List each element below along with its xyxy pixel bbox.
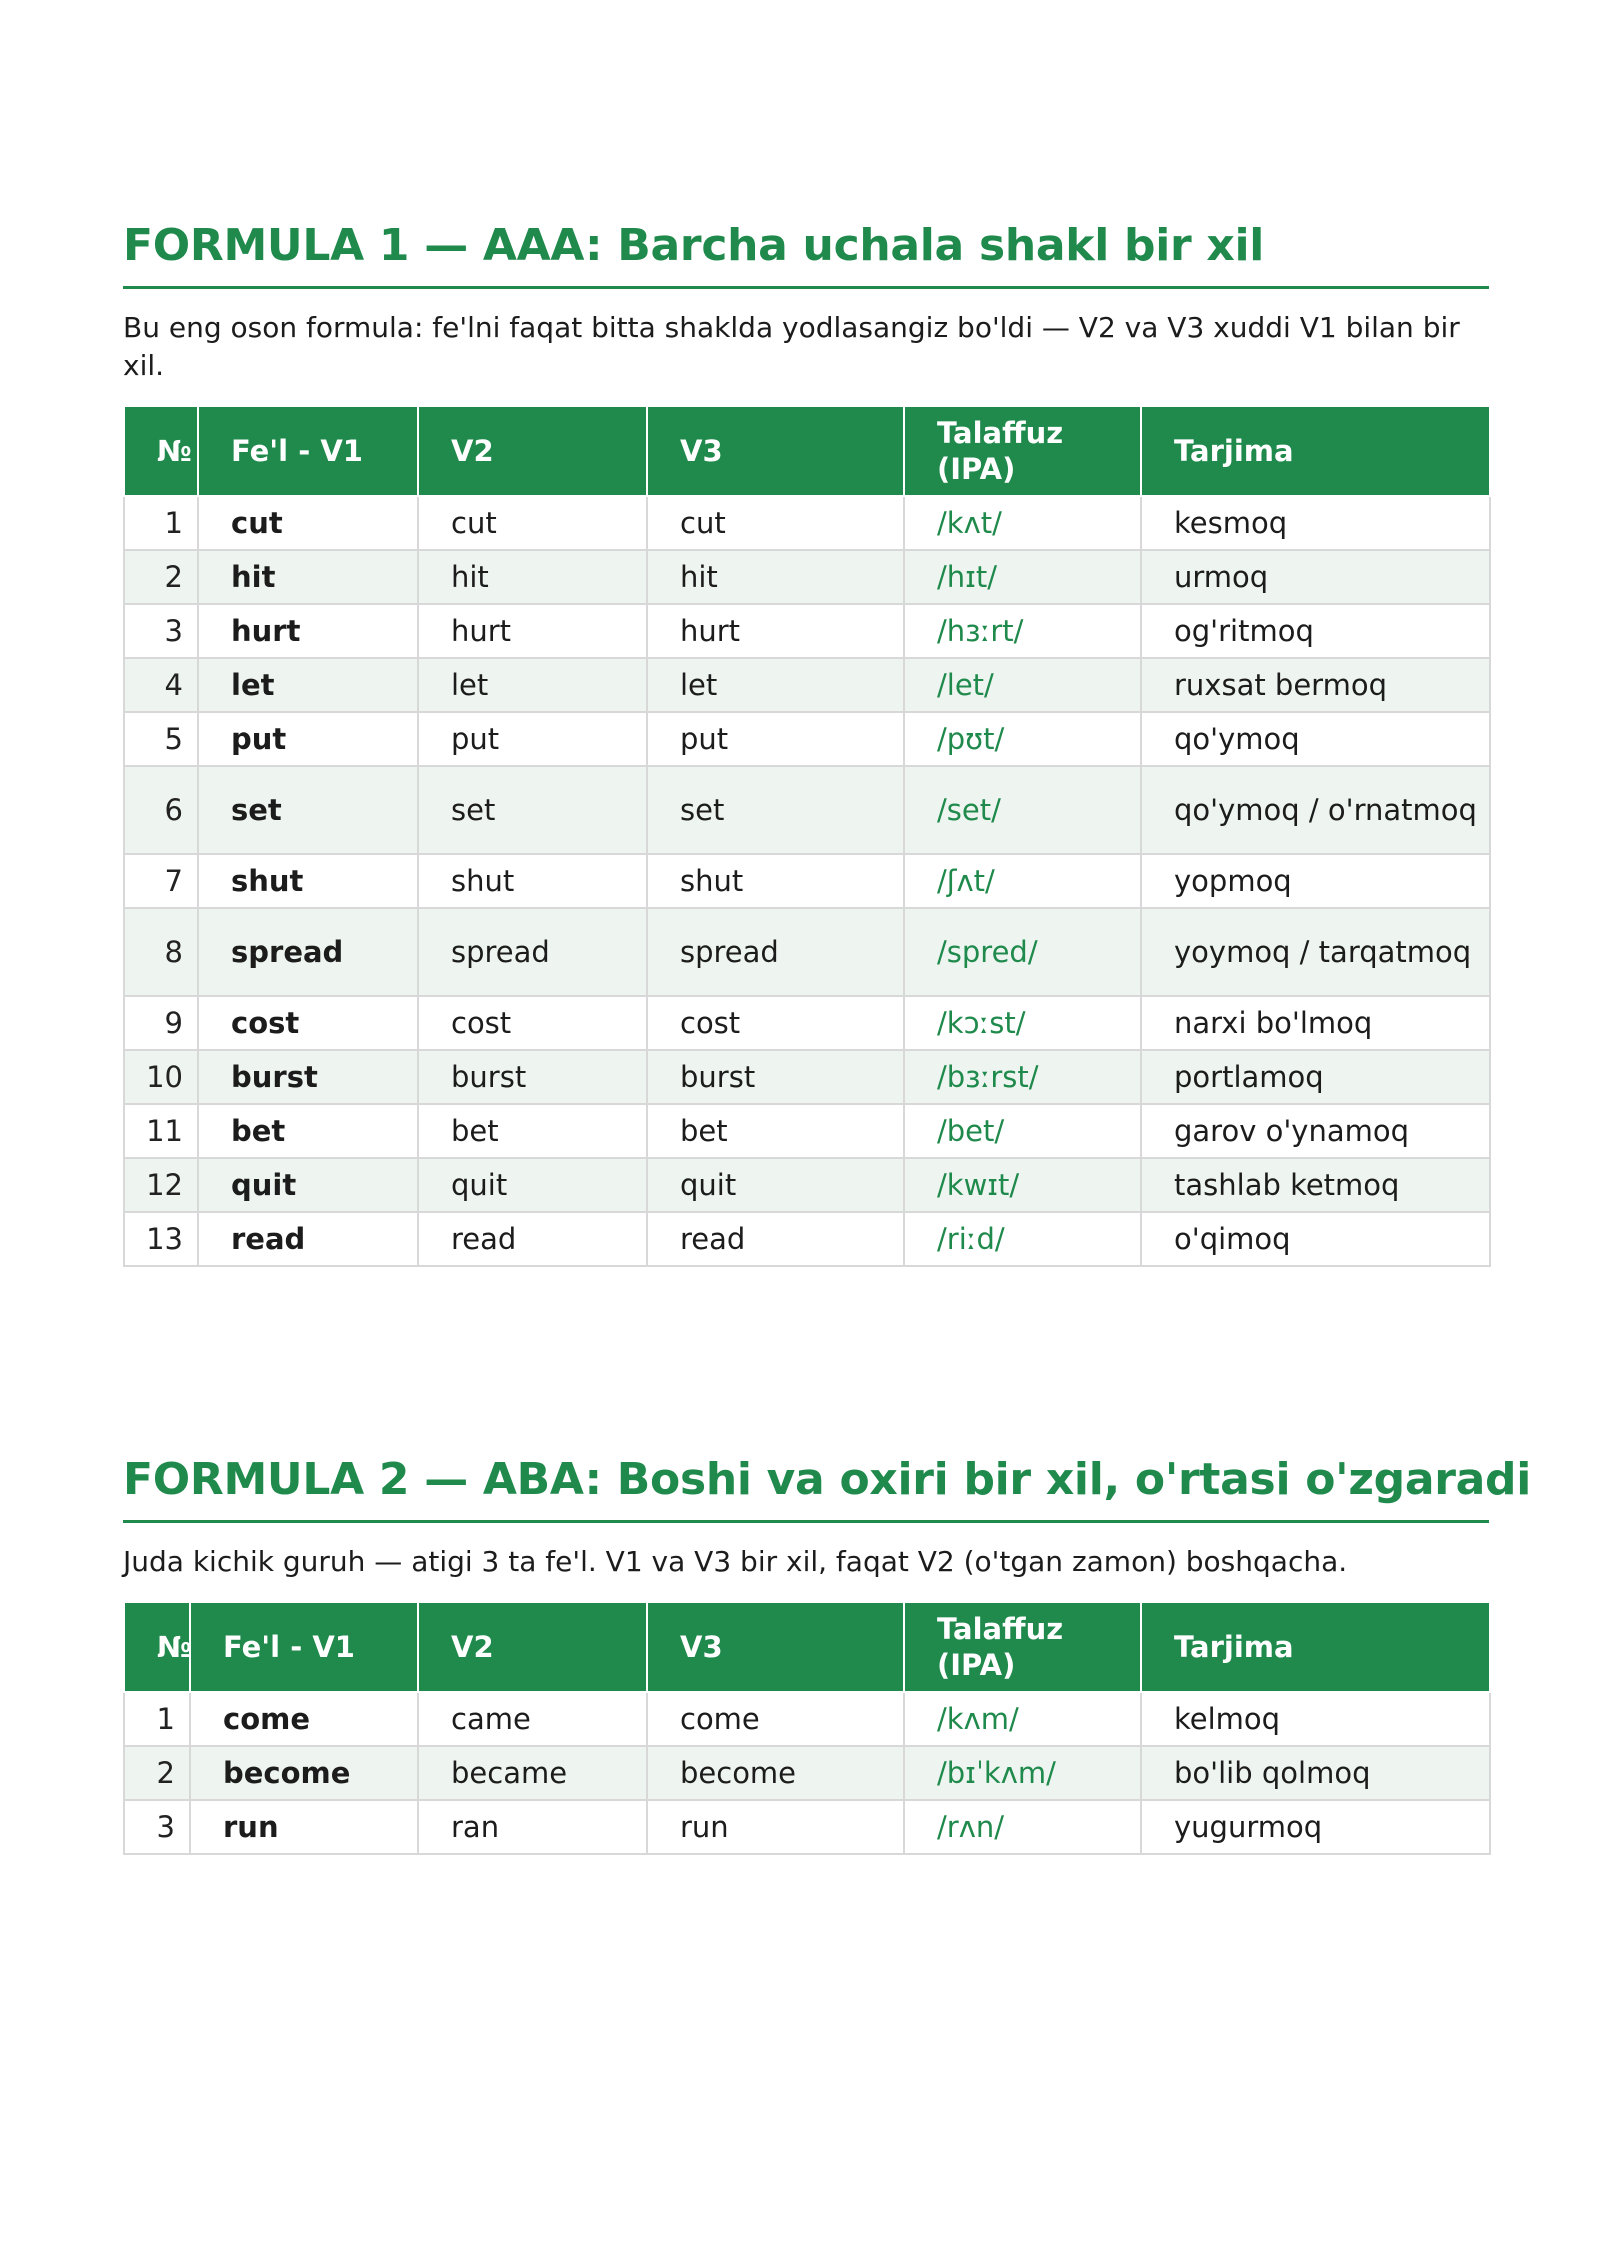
col-header-v2: V2: [418, 406, 647, 496]
row-number: 1: [124, 496, 198, 550]
table-row: [124, 1050, 1490, 1104]
verb-v2: hit: [418, 550, 647, 604]
translation: qo'ymoq: [1141, 712, 1490, 766]
row-number: 5: [124, 712, 198, 766]
verb-v2: spread: [418, 908, 647, 996]
col-header-ipa: Talaffuz (IPA): [904, 406, 1141, 496]
translation: ruxsat bermoq: [1141, 658, 1490, 712]
formula2-table-body: [124, 1692, 1490, 1854]
pronunciation-ipa: /pʊt/: [904, 712, 1141, 766]
row-number: 11: [124, 1104, 198, 1158]
verb-v1: cost: [198, 996, 418, 1050]
table-row: [124, 550, 1490, 604]
verb-v3: hit: [647, 550, 904, 604]
pronunciation-ipa: /kɔːst/: [904, 996, 1141, 1050]
translation: garov o'ynamoq: [1141, 1104, 1490, 1158]
translation: qo'ymoq / o'rnatmoq: [1141, 766, 1490, 854]
table-row: [124, 496, 1490, 550]
row-number: 9: [124, 996, 198, 1050]
verb-v3: come: [647, 1692, 904, 1746]
formula1-intro: Bu eng oson formula: fe'lni faqat bitta shaklda yodlasangiz bo'ldi — V2 va V3 xuddi V1 bilan bir xil.: [123, 311, 1460, 382]
verb-v3: set: [647, 766, 904, 854]
verb-v1: burst: [198, 1050, 418, 1104]
row-number: 2: [124, 1746, 190, 1800]
verb-v3: read: [647, 1212, 904, 1266]
formula1-section: [123, 218, 1489, 1267]
row-number: 1: [124, 1692, 190, 1746]
table-row: [124, 1746, 1490, 1800]
pronunciation-ipa: /bɪˈkʌm/: [904, 1746, 1141, 1800]
translation: tashlab ketmoq: [1141, 1158, 1490, 1212]
translation: bo'lib qolmoq: [1141, 1746, 1490, 1800]
table-header-row: [124, 1602, 1490, 1692]
pronunciation-ipa: /let/: [904, 658, 1141, 712]
table-row: [124, 1158, 1490, 1212]
table-row: [124, 1692, 1490, 1746]
col-header-translation: Tarjima: [1141, 406, 1490, 496]
pronunciation-ipa: /bɜːrst/: [904, 1050, 1141, 1104]
formula1-heading: FORMULA 1 — AAA: Barcha uchala shakl bir xil: [123, 218, 1489, 289]
verb-v3: let: [647, 658, 904, 712]
pronunciation-ipa: /hɜːrt/: [904, 604, 1141, 658]
row-number: 10: [124, 1050, 198, 1104]
translation: yugurmoq: [1141, 1800, 1490, 1854]
verb-v1: let: [198, 658, 418, 712]
col-header-number: №: [124, 1602, 190, 1692]
table-header-row: [124, 406, 1490, 496]
row-number: 7: [124, 854, 198, 908]
verb-v2: bet: [418, 1104, 647, 1158]
col-header-v2: V2: [418, 1602, 647, 1692]
translation: narxi bo'lmoq: [1141, 996, 1490, 1050]
pronunciation-ipa: /kʌm/: [904, 1692, 1141, 1746]
col-header-v3: V3: [647, 1602, 904, 1692]
col-header-number: №: [124, 406, 198, 496]
verb-v2: let: [418, 658, 647, 712]
table-row: [124, 996, 1490, 1050]
pronunciation-ipa: /spred/: [904, 908, 1141, 996]
pronunciation-ipa: /kʌt/: [904, 496, 1141, 550]
verb-v1: cut: [198, 496, 418, 550]
verb-v3: become: [647, 1746, 904, 1800]
formula2-table: [123, 1601, 1491, 1855]
pronunciation-ipa: /hɪt/: [904, 550, 1141, 604]
pronunciation-ipa: /set/: [904, 766, 1141, 854]
verb-v2: cost: [418, 996, 647, 1050]
verb-v1: put: [198, 712, 418, 766]
table-row: [124, 658, 1490, 712]
verb-v3: cost: [647, 996, 904, 1050]
verb-v1: quit: [198, 1158, 418, 1212]
translation: kelmoq: [1141, 1692, 1490, 1746]
verb-v3: run: [647, 1800, 904, 1854]
verb-v2: put: [418, 712, 647, 766]
verb-v1: hurt: [198, 604, 418, 658]
verb-v1: become: [190, 1746, 418, 1800]
verb-v2: cut: [418, 496, 647, 550]
verb-v2: ran: [418, 1800, 647, 1854]
col-header-v1: Fe'l - V1: [190, 1602, 418, 1692]
table-row: [124, 712, 1490, 766]
verb-v3: cut: [647, 496, 904, 550]
verb-v1: read: [198, 1212, 418, 1266]
verb-v2: read: [418, 1212, 647, 1266]
col-header-v1: Fe'l - V1: [198, 406, 418, 496]
row-number: 12: [124, 1158, 198, 1212]
verb-v3: hurt: [647, 604, 904, 658]
row-number: 3: [124, 1800, 190, 1854]
table-row: [124, 604, 1490, 658]
formula2-section: [123, 1452, 1532, 1855]
verb-v2: hurt: [418, 604, 647, 658]
translation: kesmoq: [1141, 496, 1490, 550]
table-row: [124, 908, 1490, 996]
verb-v3: bet: [647, 1104, 904, 1158]
verb-v1: come: [190, 1692, 418, 1746]
verb-v3: burst: [647, 1050, 904, 1104]
translation: o'qimoq: [1141, 1212, 1490, 1266]
formula1-table: [123, 405, 1491, 1267]
table-row: [124, 1212, 1490, 1266]
verb-v1: shut: [198, 854, 418, 908]
formula2-intro: Juda kichik guruh — atigi 3 ta fe'l. V1 va V3 bir xil, faqat V2 (o'tgan zamon) boshqacha.: [123, 1545, 1348, 1578]
verb-v1: bet: [198, 1104, 418, 1158]
verb-v2: burst: [418, 1050, 647, 1104]
translation: og'ritmoq: [1141, 604, 1490, 658]
pronunciation-ipa: /kwɪt/: [904, 1158, 1141, 1212]
verb-v3: spread: [647, 908, 904, 996]
verb-v3: quit: [647, 1158, 904, 1212]
translation: yopmoq: [1141, 854, 1490, 908]
row-number: 2: [124, 550, 198, 604]
verb-v2: set: [418, 766, 647, 854]
translation: yoymoq / tarqatmoq: [1141, 908, 1490, 996]
formula1-table-body: [124, 496, 1490, 1266]
table-row: [124, 1104, 1490, 1158]
pronunciation-ipa: /ʃʌt/: [904, 854, 1141, 908]
row-number: 8: [124, 908, 198, 996]
verb-v1: run: [190, 1800, 418, 1854]
verb-v1: hit: [198, 550, 418, 604]
verb-v2: came: [418, 1692, 647, 1746]
row-number: 3: [124, 604, 198, 658]
verb-v3: put: [647, 712, 904, 766]
col-header-v3: V3: [647, 406, 904, 496]
row-number: 6: [124, 766, 198, 854]
col-header-ipa: Talaffuz (IPA): [904, 1602, 1141, 1692]
pronunciation-ipa: /riːd/: [904, 1212, 1141, 1266]
col-header-translation: Tarjima: [1141, 1602, 1490, 1692]
formula2-heading: FORMULA 2 — ABA: Boshi va oxiri bir xil, o'rtasi o'zgaradi: [123, 1452, 1489, 1523]
verb-v3: shut: [647, 854, 904, 908]
table-row: [124, 766, 1490, 854]
translation: urmoq: [1141, 550, 1490, 604]
pronunciation-ipa: /rʌn/: [904, 1800, 1141, 1854]
verb-v2: shut: [418, 854, 647, 908]
verb-v1: spread: [198, 908, 418, 996]
table-row: [124, 854, 1490, 908]
row-number: 13: [124, 1212, 198, 1266]
verb-v1: set: [198, 766, 418, 854]
pronunciation-ipa: /bet/: [904, 1104, 1141, 1158]
verb-v2: became: [418, 1746, 647, 1800]
row-number: 4: [124, 658, 198, 712]
translation: portlamoq: [1141, 1050, 1490, 1104]
table-row: [124, 1800, 1490, 1854]
verb-v2: quit: [418, 1158, 647, 1212]
